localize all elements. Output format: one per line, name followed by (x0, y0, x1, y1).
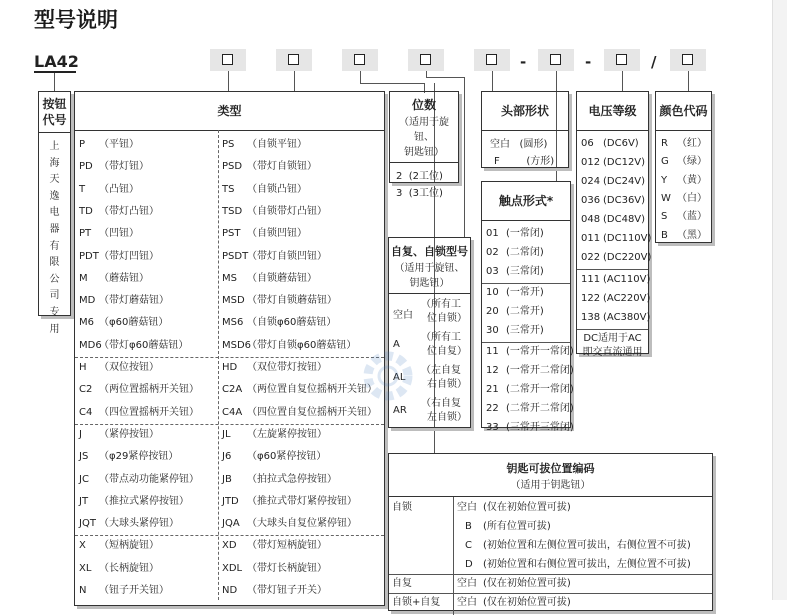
key-desc: (仅在初始位置可拔) (483, 597, 571, 608)
type-code-alt: JL (222, 428, 231, 440)
type-code: JQT (79, 518, 96, 530)
type-row (75, 493, 384, 511)
type-row (75, 426, 384, 444)
contact-desc: (三常开三常闭) (506, 422, 574, 433)
color-row (661, 208, 707, 225)
type-code-alt: HD (222, 362, 238, 373)
lock-desc-2: 左自锁） (427, 412, 467, 423)
type-row (75, 582, 384, 600)
type-code-alt: PSD (222, 161, 243, 173)
type-code: C2 (79, 384, 93, 396)
code-slot-color (670, 49, 706, 71)
type-desc: （蘑菇钮） (99, 272, 149, 284)
vertical-scrollbar[interactable] (772, 0, 787, 600)
contact-desc: (三常开) (506, 325, 544, 336)
voltage-code: 012 (581, 157, 601, 168)
type-code-alt: JQA (222, 518, 240, 530)
type-row (75, 292, 384, 310)
color-name: （蓝） (677, 211, 707, 223)
color-row (661, 190, 707, 207)
type-code-alt: PST (222, 228, 241, 240)
voltage-desc: (AC110V) (603, 274, 651, 285)
type-code: N (79, 585, 87, 596)
type-code: M6 (79, 317, 94, 329)
lock-desc-1: （左自复 (421, 365, 461, 376)
button-code-char: 上 (49, 141, 60, 152)
type-desc-alt: （带灯长柄旋钮） (247, 562, 327, 574)
positions-note-1: （适用于旋钮、 (399, 117, 449, 143)
color-row (661, 227, 707, 244)
key-code: 空白 (457, 502, 477, 513)
button-code-char: 有 (49, 240, 60, 252)
type-code: PD (79, 161, 93, 173)
type-desc: （短柄旋钮） (99, 540, 159, 552)
type-desc: （长柄旋钮） (99, 562, 159, 574)
contact-code: 01 (486, 228, 499, 239)
type-code-alt: JTD (222, 495, 239, 507)
type-desc-alt: （带灯自锁钮） (247, 161, 317, 173)
lock-desc-1: （所有工 (421, 332, 461, 343)
button-code-char: 器 (49, 223, 60, 235)
type-desc-alt: （带灯钮子开关） (247, 585, 327, 596)
color-name: （黄） (677, 174, 707, 186)
type-desc-alt: （φ60紧停按钮） (247, 451, 327, 463)
contact-row (486, 381, 574, 399)
button-code-char: 海 (49, 157, 60, 169)
contact-code: 11 (486, 346, 499, 357)
button-code-char: 限 (49, 257, 60, 269)
voltage-row (581, 135, 639, 153)
contact-code: 12 (486, 365, 499, 376)
contact-desc: (一常闭) (506, 228, 544, 239)
voltage-code: 036 (581, 195, 601, 206)
type-code: PT (79, 228, 92, 240)
lock-desc-2: 右自锁） (427, 379, 467, 390)
type-code-alt: J6 (222, 451, 232, 463)
type-code: JC (79, 473, 89, 485)
lock-desc-2: 位自锁） (427, 313, 467, 324)
lock-header: 自复、自锁型号 (391, 245, 468, 258)
button-code-char: 公 (49, 273, 60, 285)
type-code-alt: TSD (222, 205, 243, 217)
type-row (75, 359, 384, 377)
key-code: D (465, 559, 473, 570)
code-slot-voltage (604, 49, 640, 71)
contact-desc: (二常闭) (506, 247, 544, 258)
key-desc: (仅在初始位置可拔) (483, 578, 571, 589)
type-code: T (79, 183, 86, 195)
lock-code: AL (393, 372, 406, 383)
color-row (661, 135, 707, 152)
voltage-note-2: 即交直流通用 (582, 347, 643, 358)
connector-color (688, 71, 689, 91)
lock-code: AR (393, 405, 407, 416)
type-code-alt: XD (222, 540, 237, 552)
voltage-desc: (DC36V) (603, 195, 646, 206)
lock-note-1: （适用于旋钮、 (394, 263, 465, 274)
type-code: J (79, 428, 82, 440)
type-code-alt: C2A (222, 384, 243, 396)
type-desc-alt: （左旋紧停按钮） (247, 428, 327, 440)
connector-positions (294, 71, 295, 91)
type-header: 类型 (75, 92, 384, 131)
type-desc: （带灯凸钮） (99, 205, 159, 217)
lock-code: A (393, 339, 400, 350)
voltage-row (581, 309, 650, 327)
positions-rows (396, 168, 458, 202)
connector-voltage (622, 71, 623, 91)
type-desc-alt: （四位置自复位摇柄开关钮） (247, 406, 377, 418)
button-code-box (38, 91, 71, 335)
key-code: C (465, 540, 472, 551)
button-code-header: 按钮 代号 (42, 97, 67, 127)
head-shape-box (481, 91, 569, 168)
lock-row (389, 298, 470, 330)
type-desc: （紧停按钮） (99, 428, 159, 440)
color-code: B (661, 229, 668, 241)
type-code-alt: MS (222, 272, 237, 284)
lock-note-2: 钥匙钮） (409, 278, 450, 289)
type-desc-alt: （自锁平钮） (247, 139, 307, 150)
color-name: （黑） (677, 229, 707, 241)
type-code-alt: PS (222, 139, 235, 150)
separator-slash: / (651, 53, 657, 71)
voltage-row (581, 230, 651, 248)
button-code-char: 用 (49, 323, 60, 335)
key-desc: (初始位置和左侧位置可拔出，右侧位置不可拔) (483, 540, 691, 551)
code-slot-contacts (538, 49, 574, 71)
type-desc: （φ29紧停按钮） (99, 451, 179, 463)
color-header: 颜色代码 (656, 92, 711, 131)
type-desc-alt: （拍拉式急停按钮） (247, 473, 337, 485)
voltage-code: 138 (581, 312, 601, 323)
separator-dash-2: - (585, 53, 592, 71)
type-row (75, 560, 384, 578)
type-desc: （带灯钮） (99, 161, 149, 173)
type-code-alt: TS (222, 183, 235, 195)
page-title: 型号说明 (34, 8, 118, 32)
key-mode: 自锁+自复 (392, 597, 441, 608)
type-code: PDT (79, 250, 99, 262)
type-desc-alt: （自锁带灯凸钮） (247, 205, 327, 217)
key-desc: (初始位置和右侧位置可拔出，左侧位置不可拔) (483, 559, 691, 570)
voltage-code: 111 (581, 274, 601, 285)
button-code-char: 专 (49, 306, 60, 318)
voltage-row (581, 173, 645, 191)
positions-header: 位数 (411, 98, 436, 112)
type-desc: （大球头紧停钮） (99, 518, 179, 530)
voltage-code: 122 (581, 293, 601, 304)
contact-code: 21 (486, 384, 499, 395)
connector-lock (464, 77, 465, 237)
type-desc-alt: （带灯自锁φ60蘑菇钮） (247, 339, 357, 351)
type-row (75, 270, 384, 288)
type-desc-alt: （带灯短柄旋钮） (247, 540, 327, 552)
type-row (75, 225, 384, 243)
contacts-box (481, 181, 574, 433)
contact-desc: (一常开一常闭) (506, 346, 574, 357)
separator-dash-1: - (520, 53, 527, 71)
type-desc: （凸钮） (99, 183, 139, 195)
head-shape-header: 头部形状 (482, 92, 568, 131)
type-desc: （平钮） (99, 139, 139, 150)
voltage-code: 011 (581, 233, 601, 244)
contact-code: 20 (486, 306, 499, 317)
type-desc-alt: （两位置自复位摇柄开关钮） (247, 384, 377, 396)
contact-desc: (三常闭) (506, 266, 544, 277)
connector-code (54, 73, 55, 91)
voltage-desc: (DC12V) (603, 157, 646, 168)
key-desc: (仅在初始位置可拔) (483, 502, 571, 513)
color-code: Y (661, 174, 668, 186)
contact-code: 33 (486, 422, 499, 433)
key-position-box (388, 453, 713, 611)
type-desc: （双位按钮） (99, 362, 159, 373)
voltage-desc: (AC380V) (603, 312, 651, 323)
contact-code: 03 (486, 266, 499, 277)
type-code: MD6 (79, 339, 102, 351)
type-table (74, 91, 385, 606)
contact-row (486, 362, 574, 380)
voltage-row (581, 192, 645, 210)
key-code: 空白 (457, 578, 477, 589)
type-desc: （φ60蘑菇钮） (99, 317, 169, 329)
color-code: R (661, 138, 668, 149)
color-row (661, 153, 707, 170)
contact-code: 10 (486, 287, 499, 298)
type-desc-alt: （自锁蘑菇钮） (247, 272, 317, 284)
contact-row (486, 263, 544, 281)
type-code: JT (79, 495, 89, 507)
type-row (75, 448, 384, 466)
type-desc-alt: （自锁凹钮） (247, 228, 307, 240)
type-row (75, 515, 384, 533)
contact-desc: (二常开一常闭) (506, 384, 574, 395)
type-code-alt: MSD6 (222, 339, 252, 351)
type-code: MD (79, 295, 96, 307)
contact-row (486, 303, 544, 321)
voltage-code: 024 (581, 176, 601, 187)
code-slot-key (408, 49, 444, 71)
voltage-desc: (DC110V) (603, 233, 652, 244)
voltage-row (581, 290, 650, 308)
connector-head (492, 71, 493, 91)
type-code-alt: MS6 (222, 317, 244, 329)
voltage-note-1: DC适用于AC (583, 333, 642, 344)
lock-code: 空白 (393, 310, 413, 321)
code-slot-lock (342, 49, 378, 71)
key-code: 空白 (457, 597, 477, 608)
model-underline (34, 71, 76, 73)
positions-box (389, 91, 459, 199)
key-code: B (465, 521, 472, 532)
positions-note-2: 钥匙钮） (404, 147, 444, 158)
type-code-alt: JB (222, 473, 232, 485)
type-row (75, 471, 384, 489)
type-row (75, 537, 384, 555)
voltage-desc: (DC220V) (603, 252, 652, 263)
type-code-alt: MSD (222, 295, 245, 307)
lock-desc-2: 位自复） (427, 346, 467, 357)
type-row (75, 314, 384, 332)
model-prefix: LA42 (34, 52, 79, 71)
voltage-desc: (DC6V) (603, 138, 639, 149)
contact-code: 22 (486, 403, 499, 414)
type-code-alt: C4A (222, 406, 243, 418)
key-note: （适用于钥匙钮） (510, 480, 591, 491)
type-code: C4 (79, 406, 93, 418)
voltage-desc: (DC48V) (603, 214, 646, 225)
contact-row (486, 419, 574, 437)
type-desc: （凹钮） (99, 228, 139, 240)
code-slot-type (210, 49, 246, 71)
button-code-char: 电 (49, 207, 60, 219)
button-code-char: 司 (49, 290, 60, 302)
type-desc: （两位置摇柄开关钮） (99, 384, 199, 396)
type-desc-alt: （双位带灯按钮） (247, 362, 327, 373)
voltage-box (576, 91, 652, 358)
type-code-alt: ND (222, 585, 238, 596)
type-row (75, 181, 384, 199)
type-row (75, 337, 384, 355)
head-shape-row: F (方形) (494, 156, 555, 167)
positions-row: 2 (2工位) (396, 171, 443, 182)
type-desc-alt: （推拉式带灯紧停按钮） (247, 495, 357, 507)
contact-desc: (一常开) (506, 287, 544, 298)
contact-row (486, 400, 574, 418)
type-code-alt: PSDT (222, 250, 249, 262)
type-desc: （带点动功能紧停钮） (99, 473, 199, 485)
type-row (75, 158, 384, 176)
type-desc-alt: （带灯自锁凹钮） (247, 250, 327, 262)
voltage-desc: (DC24V) (603, 176, 646, 187)
contact-row (486, 322, 544, 340)
type-row (75, 203, 384, 221)
contact-row (486, 284, 544, 302)
voltage-row (581, 249, 651, 267)
key-desc: (所有位置可拔) (483, 521, 551, 532)
color-code: G (661, 156, 669, 168)
key-mode: 自复 (392, 578, 412, 589)
type-code: P (79, 139, 86, 150)
contact-row (486, 244, 544, 262)
contact-code: 02 (486, 247, 499, 258)
type-code: X (79, 540, 86, 552)
type-desc-alt: （带灯自锁蘑菇钮） (247, 295, 337, 307)
contact-row (486, 343, 574, 361)
voltage-code: 06 (581, 138, 594, 149)
button-code-chars (39, 139, 70, 338)
contact-code: 30 (486, 325, 499, 336)
button-code-char: 逸 (49, 190, 60, 202)
type-desc: （带灯φ60蘑菇钮） (99, 339, 189, 351)
type-code: M (79, 272, 88, 284)
voltage-code: 048 (581, 214, 601, 225)
voltage-row (581, 154, 645, 172)
lock-desc-1: （所有工 (421, 299, 461, 310)
head-shape-row: 空白 (圆形) (490, 139, 548, 150)
type-row (75, 404, 384, 422)
type-desc: （推拉式紧停按钮） (99, 495, 189, 507)
code-slot-positions (276, 49, 312, 71)
type-code-alt: XDL (222, 562, 243, 574)
watermark-gear-icon (352, 340, 424, 412)
contact-desc: (二常开二常闭) (506, 403, 574, 414)
connector-type (228, 71, 229, 91)
type-code: TD (79, 205, 93, 217)
contact-row (486, 225, 544, 243)
contact-desc: (一常开二常闭) (506, 365, 574, 376)
type-row (75, 136, 384, 154)
type-code: H (79, 362, 87, 373)
type-desc: （钮子开关钮） (99, 585, 169, 596)
type-desc-alt: （自锁φ60蘑菇钮） (247, 317, 337, 329)
voltage-code: 022 (581, 252, 601, 263)
type-desc: （带灯蘑菇钮） (99, 295, 169, 307)
contacts-header: 触点形式* (482, 182, 570, 221)
type-desc: （四位置摇柄开关钮） (99, 406, 199, 418)
type-row (75, 381, 384, 399)
button-code-char: 天 (49, 174, 60, 186)
color-name: （绿） (677, 156, 707, 168)
voltage-row (581, 211, 645, 229)
color-name: （红） (677, 138, 707, 149)
lock-desc-1: （右自复 (421, 398, 461, 409)
type-row (75, 248, 384, 266)
type-desc-alt: （自锁凸钮） (247, 183, 307, 195)
color-row (661, 172, 707, 189)
contact-desc: (二常开) (506, 306, 544, 317)
voltage-row (581, 271, 650, 289)
color-name: （白） (677, 192, 707, 204)
key-mode: 自锁 (392, 502, 412, 513)
voltage-desc: (AC220V) (603, 293, 651, 304)
type-code: JS (79, 451, 89, 463)
type-code: XL (79, 562, 92, 574)
positions-row: 3 (3工位) (396, 188, 443, 199)
color-code: W (661, 192, 671, 204)
voltage-header: 电压等级 (577, 92, 648, 131)
key-header: 钥匙可拔位置编码 (506, 462, 595, 475)
color-code-box (655, 91, 712, 243)
code-slot-head (474, 49, 510, 71)
type-desc: （带灯凹钮） (99, 250, 159, 262)
type-desc-alt: （大球头自复位紧停钮） (247, 518, 357, 530)
color-code: S (661, 211, 668, 223)
